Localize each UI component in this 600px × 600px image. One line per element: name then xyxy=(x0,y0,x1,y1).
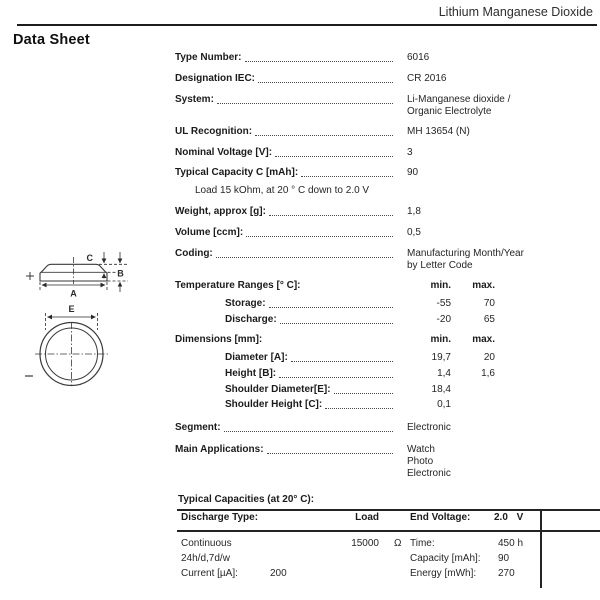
spec-value-line: Photo xyxy=(407,456,434,467)
spec-label: Storage: xyxy=(225,298,266,309)
spec-row-volume xyxy=(175,227,600,240)
dot-leader xyxy=(217,103,393,104)
spec-value-line: Electronic xyxy=(407,468,451,479)
spec-row-diameter xyxy=(175,352,600,365)
col-header-discharge-type: Discharge Type: xyxy=(181,512,259,523)
dot-leader xyxy=(291,361,393,362)
spec-row-main-applications xyxy=(175,444,600,479)
spec-value xyxy=(407,94,510,118)
min-value: 1,4 xyxy=(437,368,451,379)
max-value: 70 xyxy=(483,298,495,309)
current-label: Current [µA]: xyxy=(181,568,238,579)
spec-value-line: Watch xyxy=(407,444,435,455)
spec-row-temperature-ranges xyxy=(175,280,600,293)
spec-row-dimensions xyxy=(175,334,600,347)
dot-leader xyxy=(224,431,393,432)
spec-label: Height [B]: xyxy=(225,368,277,379)
spec-label: Type Number: xyxy=(175,52,242,63)
page-title: Data Sheet xyxy=(13,32,90,48)
capacity-label: Capacity [mAh]: xyxy=(410,553,481,564)
table-rule-top xyxy=(177,509,600,511)
energy-label: Energy [mWh]: xyxy=(410,568,477,579)
spec-value xyxy=(407,444,451,480)
dot-leader xyxy=(269,215,393,216)
spec-label: System: xyxy=(175,94,214,105)
min-value: 0,1 xyxy=(437,399,451,410)
plus-polarity-mark xyxy=(26,272,34,280)
spec-value xyxy=(407,248,524,272)
spec-row-ul-recognition xyxy=(175,126,600,139)
spec-label: Discharge: xyxy=(225,314,277,325)
max-value: 20 xyxy=(483,352,495,363)
spec-label: Volume [ccm]: xyxy=(175,227,244,238)
load-value: 15000 xyxy=(351,538,379,549)
time-value: 450 h xyxy=(498,538,524,549)
min-header: min. xyxy=(430,280,451,291)
spec-row-discharge xyxy=(175,314,600,327)
col-header-voltage-value: 2.0 V xyxy=(494,512,524,523)
spec-row-coding xyxy=(175,248,600,271)
col-header-end-voltage: End Voltage: xyxy=(410,512,471,523)
dot-leader xyxy=(275,156,393,157)
spec-label: Temperature Ranges [° C]: xyxy=(175,280,301,291)
dimension-b-label: B xyxy=(117,268,124,279)
spec-row-storage xyxy=(175,298,600,311)
dot-leader xyxy=(255,135,393,136)
spec-label: Dimensions [mm]: xyxy=(175,334,263,345)
spec-row-height xyxy=(175,368,600,381)
spec-value: 0,5 xyxy=(407,227,421,238)
spec-row-shoulder-diameter xyxy=(175,384,600,397)
dot-leader xyxy=(325,408,393,409)
dimension-e-label: E xyxy=(68,304,75,314)
spec-label: UL Recognition: xyxy=(175,126,253,137)
spec-value-line: Manufacturing Month/Year xyxy=(407,248,524,259)
energy-value: 270 xyxy=(498,568,515,579)
dimension-a-label: A xyxy=(70,288,77,299)
load-condition-note: Load 15 kOhm, at 20 ° C down to 2.0 V xyxy=(195,185,370,196)
dot-leader xyxy=(258,82,393,83)
spec-label: Weight, approx [g]: xyxy=(175,206,266,217)
spec-row-type-number xyxy=(175,52,600,65)
dot-leader xyxy=(245,61,394,62)
min-header: min. xyxy=(430,334,451,345)
min-value: 19,7 xyxy=(431,352,451,363)
dot-leader xyxy=(334,393,393,394)
spec-row-typical-capacity xyxy=(175,167,600,180)
typical-capacities-table xyxy=(177,494,600,598)
current-value: 200 xyxy=(270,568,287,579)
spec-label: Shoulder Diameter[E]: xyxy=(225,384,331,395)
spec-row-shoulder-height xyxy=(175,399,600,412)
spec-row-nominal-voltage xyxy=(175,147,600,160)
spec-label: Main Applications: xyxy=(175,444,264,455)
spec-value: 1,8 xyxy=(407,206,421,217)
ohm-unit: Ω xyxy=(394,538,402,549)
discharge-type-line1: Continuous xyxy=(181,538,232,549)
battery-top-view xyxy=(35,322,108,386)
spec-value: 3 xyxy=(407,147,413,158)
min-value: -55 xyxy=(436,298,451,309)
dot-leader xyxy=(279,377,393,378)
dot-leader xyxy=(280,323,393,324)
spec-value: 90 xyxy=(407,167,419,178)
time-label: Time: xyxy=(410,538,435,549)
spec-label: Typical Capacity C [mAh]: xyxy=(175,167,299,178)
dot-leader xyxy=(246,236,393,237)
max-header: max. xyxy=(472,280,495,291)
spec-row-segment xyxy=(175,422,600,435)
max-value: 1,6 xyxy=(481,368,495,379)
spec-row-system xyxy=(175,94,600,117)
spec-label: Designation IEC: xyxy=(175,73,256,84)
table-rule-header xyxy=(177,530,600,532)
spec-label: Nominal Voltage [V]: xyxy=(175,147,273,158)
spec-row-designation-iec xyxy=(175,73,600,86)
min-value: 18,4 xyxy=(431,384,451,395)
page-header-category: Lithium Manganese Dioxide xyxy=(438,5,593,19)
header-rule xyxy=(17,24,597,26)
dot-leader xyxy=(216,257,393,258)
table-vertical-divider xyxy=(540,510,542,588)
dimension-c-label: C xyxy=(86,253,93,263)
dot-leader xyxy=(267,453,393,454)
battery-dimension-diagram xyxy=(6,243,141,398)
max-header: max. xyxy=(472,334,495,345)
min-value: -20 xyxy=(436,314,451,325)
dot-leader xyxy=(269,307,393,308)
spec-value-line: Li-Manganese dioxide / xyxy=(407,94,511,105)
spec-value: CR 2016 xyxy=(407,73,447,84)
spec-row-weight xyxy=(175,206,600,219)
battery-side-view xyxy=(40,257,107,284)
capacities-title: Typical Capacities (at 20° C): xyxy=(178,494,315,505)
spec-label: Segment: xyxy=(175,422,221,433)
spec-value: Electronic xyxy=(407,422,451,433)
dot-leader xyxy=(301,176,393,177)
spec-value-line: Organic Electrolyte xyxy=(407,106,492,117)
spec-label: Shoulder Height [C]: xyxy=(225,399,323,410)
spec-value: 6016 xyxy=(407,52,430,63)
max-value: 65 xyxy=(483,314,495,325)
capacity-value: 90 xyxy=(498,553,510,564)
col-header-load: Load xyxy=(355,512,379,523)
discharge-type-line2: 24h/d,7d/w xyxy=(181,553,230,564)
spec-value-line: by Letter Code xyxy=(407,260,473,271)
spec-label: Coding: xyxy=(175,248,213,259)
spec-label: Diameter [A]: xyxy=(225,352,288,363)
spec-value: MH 13654 (N) xyxy=(407,126,470,137)
